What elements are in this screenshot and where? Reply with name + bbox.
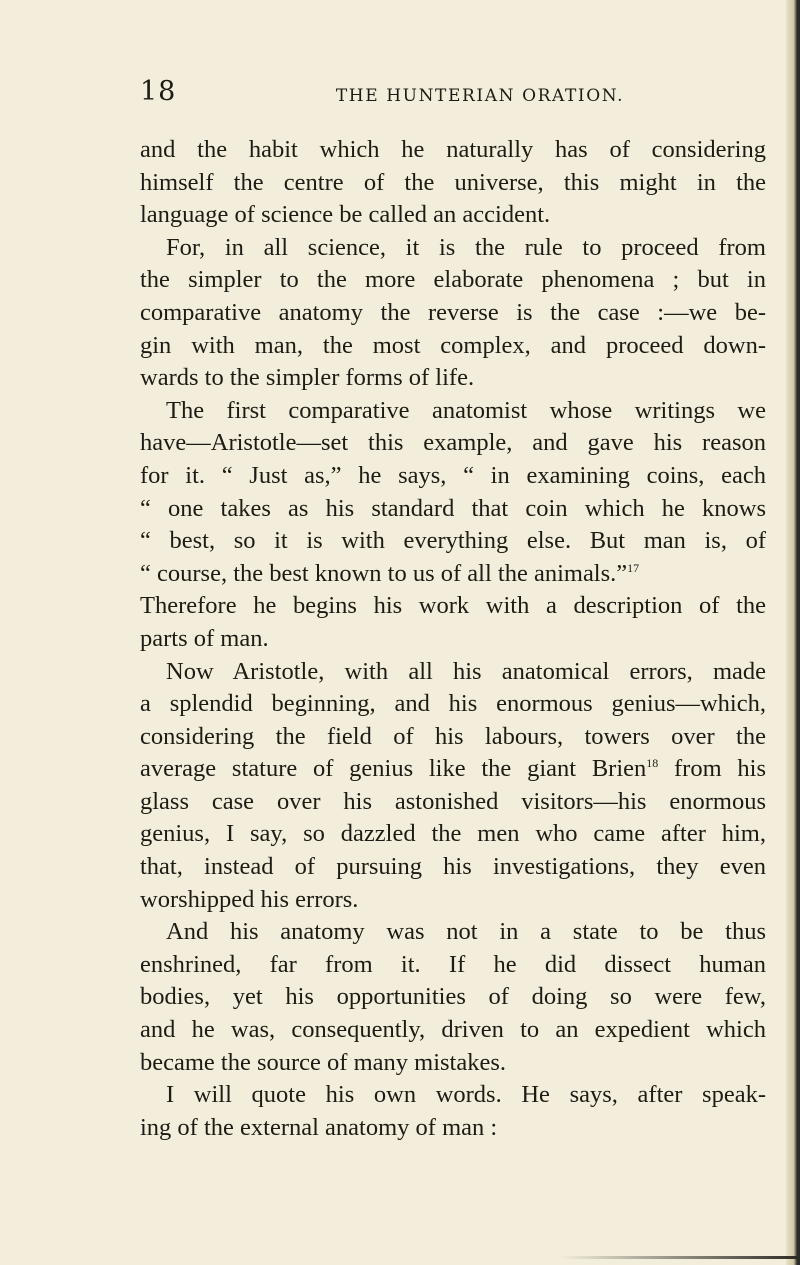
text-line [140,753,766,786]
text-line-content: For, in all science, it is the rule to proceed from [166,233,766,261]
text-line-content: Now Aristotle, with all his anatomical errors, made [166,657,766,685]
page-number: 18 [140,76,177,107]
text-line-content: enshrined, far from it. If he did dissect human [140,950,766,978]
text-line-content: bodies, yet his opportunities of doing so were few, [140,983,766,1011]
text-line-content: worshipped his errors. [140,885,359,913]
text-line [140,916,766,949]
text-line [140,460,766,493]
text-line [140,1112,766,1145]
text-line [140,623,766,656]
text-line [140,330,766,363]
text-line-content: and the habit which he naturally has of considering [140,136,766,163]
text-line-content: for it. “ Just as,” he says, “ in examining coins, each [140,461,766,489]
text-line-content: parts of man. [140,624,269,652]
text-line-content: the simpler to the more elaborate phenomena ; but in [140,266,766,294]
text-line-content: considering the field of his labours, towers over the [140,722,766,750]
footnote-marker: 18 [646,756,659,771]
text-line-content: “ course, the best known to us of all the animals.” [140,559,628,587]
text-line [140,167,766,200]
text-line-content: “ one takes as his standard that coin which he knows [140,494,766,522]
text-line [140,232,766,265]
text-line [140,134,766,167]
footnote-marker: 17 [627,560,640,575]
text-line [140,1047,766,1080]
page-edge [786,0,800,1265]
text-line-content: I will quote his own words. He says, after speak- [166,1081,766,1109]
text-line [140,427,766,460]
body-text [140,134,766,1144]
text-line [140,851,766,884]
text-line [140,721,766,754]
text-line-content: wards to the simpler forms of life. [140,364,475,392]
text-line [140,884,766,917]
text-line-content: gin with man, the most complex, and proceed down- [140,331,766,359]
text-line [140,264,766,297]
text-line [140,558,766,591]
text-line [140,1079,766,1112]
text-line-content: genius, I say, so dazzled the men who came after him, [140,820,766,848]
text-line-content: a splendid beginning, and his enormous genius—which, [140,690,766,718]
text-line [140,297,766,330]
text-line [140,395,766,428]
text-line [140,493,766,526]
running-title: THE HUNTERIAN ORATION. [335,86,625,106]
text-line-content: language of science be called an accident. [140,201,551,229]
text-line [140,1014,766,1047]
text-line [140,688,766,721]
text-line-content: “ best, so it is with everything else. But man is, of [140,527,766,555]
text-line-content: Therefore he begins his work with a description of the [140,592,766,620]
text-line-content: glass case over his astonished visitors—his enormous [140,787,766,815]
text-line [140,981,766,1014]
text-line [140,949,766,982]
text-line-content: became the source of many mistakes. [140,1048,507,1076]
text-line-content: ing of the external anatomy of man : [140,1113,498,1141]
text-line-content: that, instead of pursuing his investigations, they even [140,853,766,881]
text-line-continuation: from his [658,755,766,783]
text-line [140,590,766,623]
text-line-content: And his anatomy was not in a state to be thus [166,918,766,946]
text-line [140,786,766,819]
text-line-content: and he was, consequently, driven to an expedient which [140,1016,766,1044]
text-line [140,362,766,395]
text-line [140,199,766,232]
text-line-content: average stature of genius like the giant Brien [140,755,647,783]
bottom-edge-shadow [560,1256,800,1259]
text-line-content: have—Aristotle—set this example, and gave his reason [140,429,766,457]
text-line [140,656,766,689]
text-line-content: comparative anatomy the reverse is the case :—we be- [140,298,766,326]
text-line [140,818,766,851]
text-line [140,525,766,558]
page-header [140,76,780,116]
text-line-content: himself the centre of the universe, this might in the [140,168,766,196]
text-line-content: The first comparative anatomist whose writings we [166,396,766,424]
